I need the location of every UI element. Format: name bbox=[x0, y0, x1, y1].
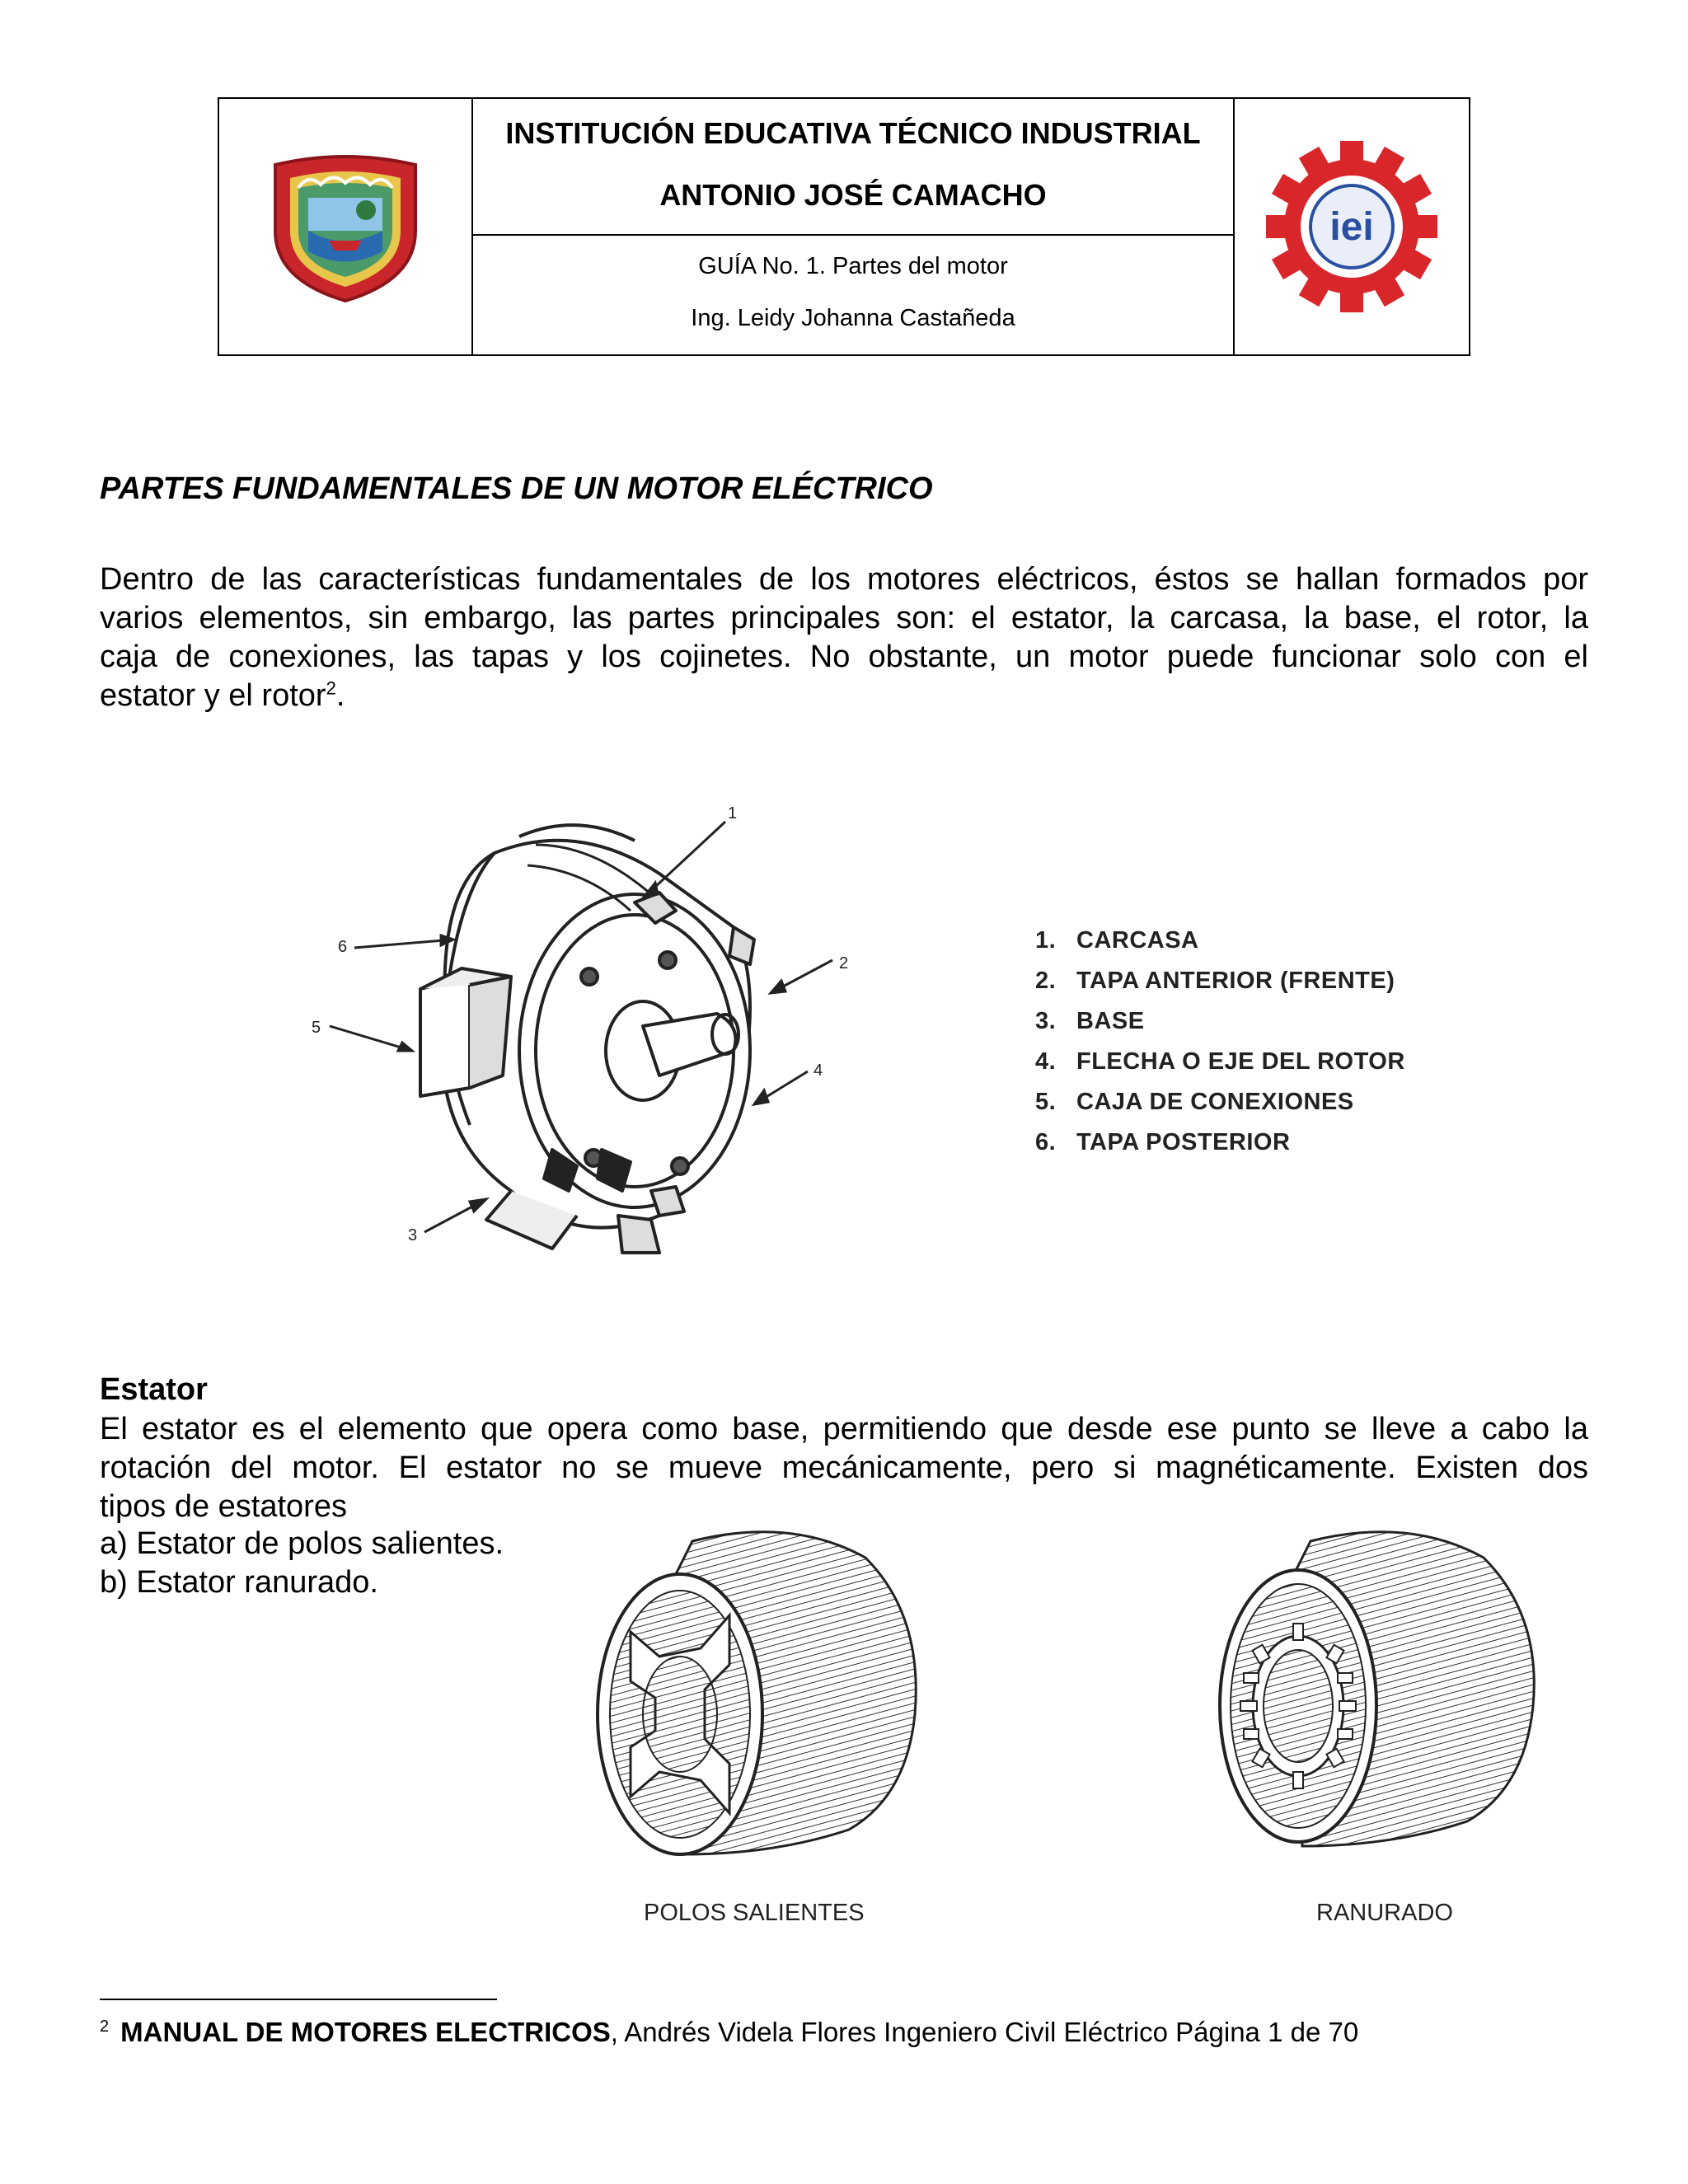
guide-title: GUÍA No. 1. Partes del motor bbox=[698, 253, 1008, 279]
gear-logo-text: iei bbox=[1329, 205, 1374, 249]
crest-logo-cell bbox=[219, 99, 473, 354]
estator-line: rotación del motor. El estator no se mueve mecánicamente, pero si magnéticamente. Existen dos bbox=[100, 1451, 1588, 1485]
callout-label: 1 bbox=[728, 804, 738, 823]
legend-num: 4. bbox=[1035, 1048, 1057, 1075]
caption-salient-poles: POLOS SALIENTES bbox=[644, 1900, 865, 1926]
footnote-number: 2 bbox=[100, 2018, 110, 2036]
section-heading-estator: Estator bbox=[100, 1372, 208, 1407]
legend-item bbox=[1035, 927, 1405, 968]
slotted-stator-image bbox=[1212, 1525, 1558, 1871]
legend-num: 5. bbox=[1035, 1089, 1057, 1115]
footnote bbox=[100, 2017, 1358, 2048]
intro-line: varios elementos, sin embargo, las partes principales son: el estator, la carcasa, la base, el rotor, la bbox=[100, 601, 1588, 635]
estator-paragraph bbox=[100, 1410, 1588, 1526]
author-name: Ing. Leidy Johanna Castañeda bbox=[691, 305, 1015, 331]
legend-item bbox=[1035, 1008, 1405, 1048]
intro-line: Dentro de las características fundamentales de los motores eléctricos, éstos se hallan formados por bbox=[100, 562, 1588, 597]
intro-last-text: estator y el rotor bbox=[100, 678, 326, 713]
intro-line: caja de conexiones, las tapas y los cojinetes. No obstante, un motor puede funcionar solo con el bbox=[100, 640, 1588, 674]
estator-last-line: tipos de estatores bbox=[100, 1489, 347, 1524]
footnote-ref[interactable]: 2 bbox=[326, 677, 336, 699]
legend-num: 3. bbox=[1035, 1008, 1057, 1034]
callout-label: 2 bbox=[839, 954, 849, 972]
stator-type-b: b) Estator ranurado. bbox=[100, 1565, 378, 1600]
salient-pole-stator-image bbox=[585, 1525, 931, 1871]
legend-item bbox=[1035, 1089, 1405, 1129]
footnote-title: MANUAL DE MOTORES ELECTRICOS bbox=[120, 2017, 611, 2047]
intro-last-line bbox=[100, 677, 1588, 715]
caption-slotted: RANURADO bbox=[1316, 1900, 1453, 1926]
motor-diagram bbox=[305, 804, 890, 1273]
footnote-divider bbox=[100, 1999, 497, 2000]
gear-logo bbox=[1261, 136, 1442, 317]
institution-subname: ANTONIO JOSÉ CAMACHO bbox=[659, 177, 1047, 212]
callout-label: 4 bbox=[814, 1062, 823, 1080]
callout-label: 3 bbox=[408, 1226, 418, 1244]
legend-label: FLECHA O EJE DEL ROTOR bbox=[1076, 1048, 1405, 1075]
legend-item bbox=[1035, 1129, 1405, 1169]
intro-end: . bbox=[335, 678, 345, 713]
legend-item bbox=[1035, 1048, 1405, 1089]
header-table bbox=[218, 97, 1470, 356]
institution-name: INSTITUCIÓN EDUCATIVA TÉCNICO INDUSTRIAL bbox=[505, 115, 1201, 150]
page-title: PARTES FUNDAMENTALES DE UN MOTOR ELÉCTRICO bbox=[100, 471, 933, 506]
stator-type-a: a) Estator de polos salientes. bbox=[100, 1526, 504, 1561]
legend-num: 2. bbox=[1035, 968, 1057, 994]
estator-line: El estator es el elemento que opera como base, permitiendo que desde ese punto se lleve a cabo la bbox=[100, 1412, 1588, 1446]
footnote-text: , Andrés Videla Flores Ingeniero Civil Eléctrico Página 1 de 70 bbox=[610, 2017, 1359, 2047]
legend-label: BASE bbox=[1076, 1008, 1145, 1034]
callout-label: 5 bbox=[312, 1019, 321, 1037]
gear-logo-cell bbox=[1233, 99, 1469, 354]
legend-label: TAPA POSTERIOR bbox=[1076, 1129, 1291, 1155]
legend-item bbox=[1035, 968, 1405, 1008]
legend-num: 1. bbox=[1035, 927, 1057, 954]
motor-parts-legend bbox=[1035, 927, 1405, 1169]
legend-label: CARCASA bbox=[1076, 927, 1199, 954]
legend-num: 6. bbox=[1035, 1129, 1057, 1155]
header-center bbox=[473, 99, 1233, 354]
legend-label: CAJA DE CONEXIONES bbox=[1076, 1089, 1354, 1115]
legend-label: TAPA ANTERIOR (FRENTE) bbox=[1076, 968, 1395, 994]
callout-label: 6 bbox=[338, 938, 348, 956]
intro-paragraph bbox=[100, 560, 1588, 715]
crest-logo bbox=[259, 148, 432, 305]
